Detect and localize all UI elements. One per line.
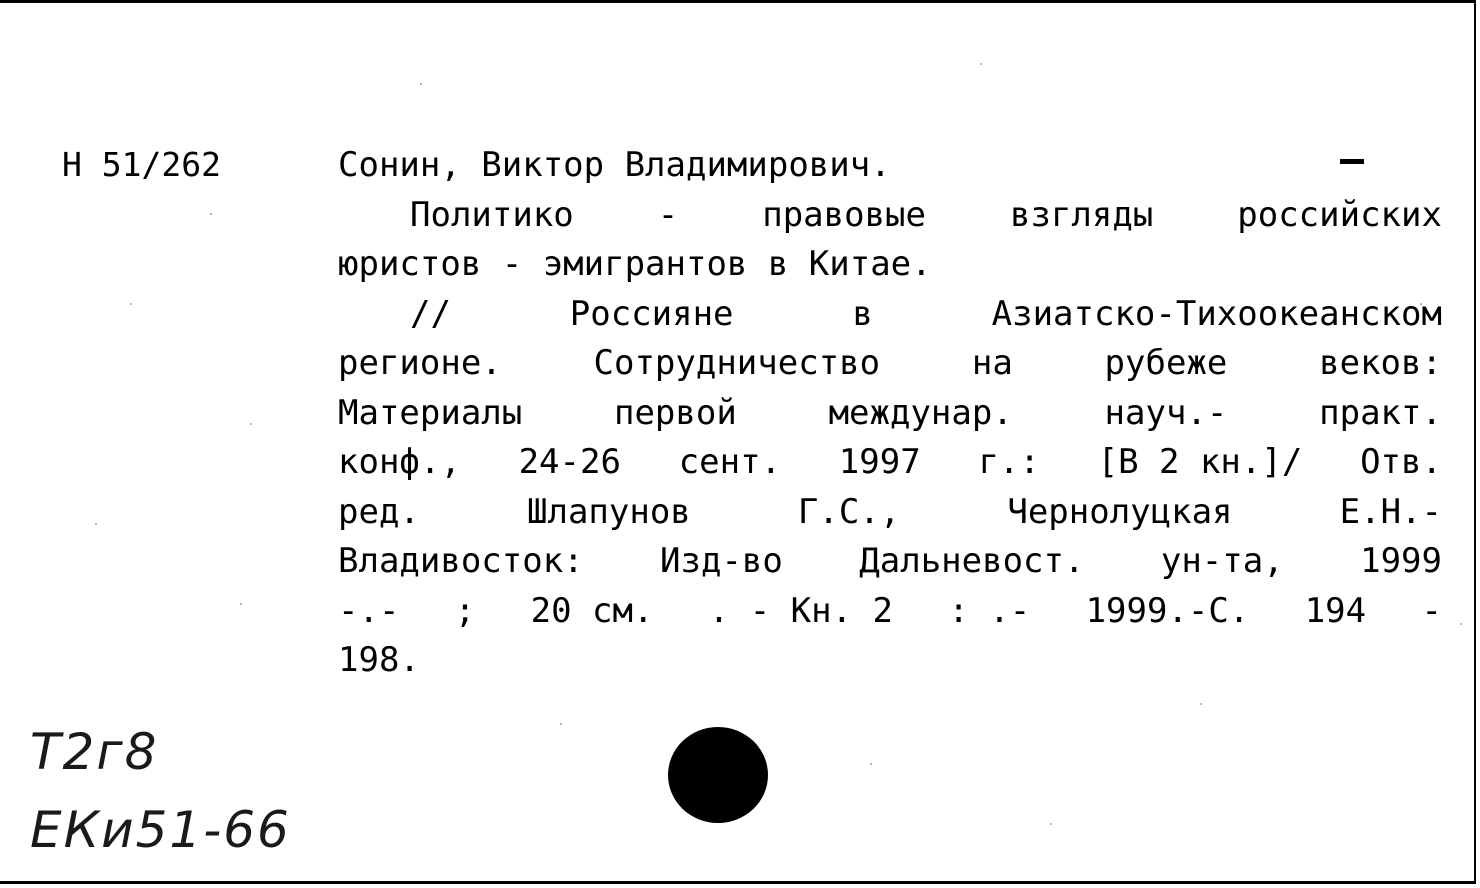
entry-word: - — [657, 194, 679, 235]
entry-word: 24-26 — [518, 442, 621, 482]
entry-word: ред. — [338, 491, 420, 532]
entry-word: 194 — [1304, 590, 1367, 631]
entry-word: Азиатско-Тихоокеанском — [991, 293, 1442, 334]
entry-word: -.- — [338, 590, 400, 631]
entry-line — [338, 191, 1442, 241]
entry-word: Е.Н.- — [1339, 491, 1442, 532]
entry-line — [338, 488, 1442, 538]
entry-word: 1999 — [1360, 541, 1442, 581]
entry-word: - — [1421, 590, 1442, 631]
entry-word: Дальневост. — [859, 541, 1085, 581]
entry-word: юристов - эмигрантов в Китае. — [338, 244, 932, 284]
entry-word: в — [852, 293, 873, 334]
bibliographic-entry — [338, 141, 1442, 686]
entry-word: Политико — [410, 194, 574, 235]
entry-word: на — [971, 343, 1013, 383]
entry-word: Материалы — [338, 392, 523, 433]
entry-word: Владивосток: — [338, 541, 584, 581]
entry-word: Сонин, Виктор Владимирович. — [338, 145, 891, 185]
shelfmark: Н 51/262 — [62, 145, 221, 184]
entry-line — [338, 389, 1442, 439]
entry-word: г.: — [978, 442, 1040, 482]
entry-word: практ. — [1319, 392, 1442, 433]
entry-word: [В 2 кн.]/ — [1097, 442, 1303, 482]
entry-word: Г.С., — [797, 491, 901, 532]
entry-word: сент. — [678, 442, 782, 482]
entry-line — [338, 537, 1442, 587]
handwritten-classification: Т2г8 — [30, 723, 159, 781]
entry-line — [338, 587, 1442, 637]
entry-word: 1997 — [838, 442, 921, 482]
entry-word: конф., — [338, 442, 461, 482]
entry-word: взгляды — [1009, 194, 1154, 235]
entry-word: ун-та, — [1160, 541, 1284, 581]
entry-word: Шлапунов — [527, 491, 691, 532]
entry-word: регионе. — [338, 343, 502, 383]
entry-word: : .- — [948, 590, 1031, 631]
punch-hole — [668, 727, 768, 823]
entry-line — [338, 438, 1442, 488]
entry-line — [338, 636, 1442, 686]
entry-word: науч.- — [1104, 392, 1228, 433]
entry-word: ; — [454, 590, 476, 631]
entry-word: // — [410, 293, 451, 334]
entry-line — [338, 290, 1442, 340]
entry-word: междунар. — [828, 392, 1013, 433]
entry-word: веков: — [1319, 343, 1442, 383]
entry-word: первой — [613, 392, 737, 433]
entry-word: Сотрудничество — [593, 343, 881, 383]
entry-line — [338, 339, 1442, 389]
entry-word: Отв. — [1360, 442, 1442, 482]
entry-line — [338, 141, 1442, 191]
entry-word: . - Кн. 2 — [708, 590, 893, 631]
entry-word: 1999.-С. — [1085, 590, 1250, 631]
entry-word: рубеже — [1104, 343, 1228, 383]
entry-word: Чернолуцкая — [1007, 491, 1233, 532]
entry-word: 198. — [338, 640, 420, 680]
entry-word: правовые — [762, 194, 926, 235]
entry-word: Изд-во — [660, 541, 783, 581]
entry-word: 20 см. — [530, 590, 654, 631]
handwritten-code: ЕКи51-66 — [30, 801, 291, 859]
entry-line — [338, 240, 1442, 290]
entry-word: российских — [1237, 194, 1442, 235]
entry-word: Россияне — [569, 293, 734, 334]
